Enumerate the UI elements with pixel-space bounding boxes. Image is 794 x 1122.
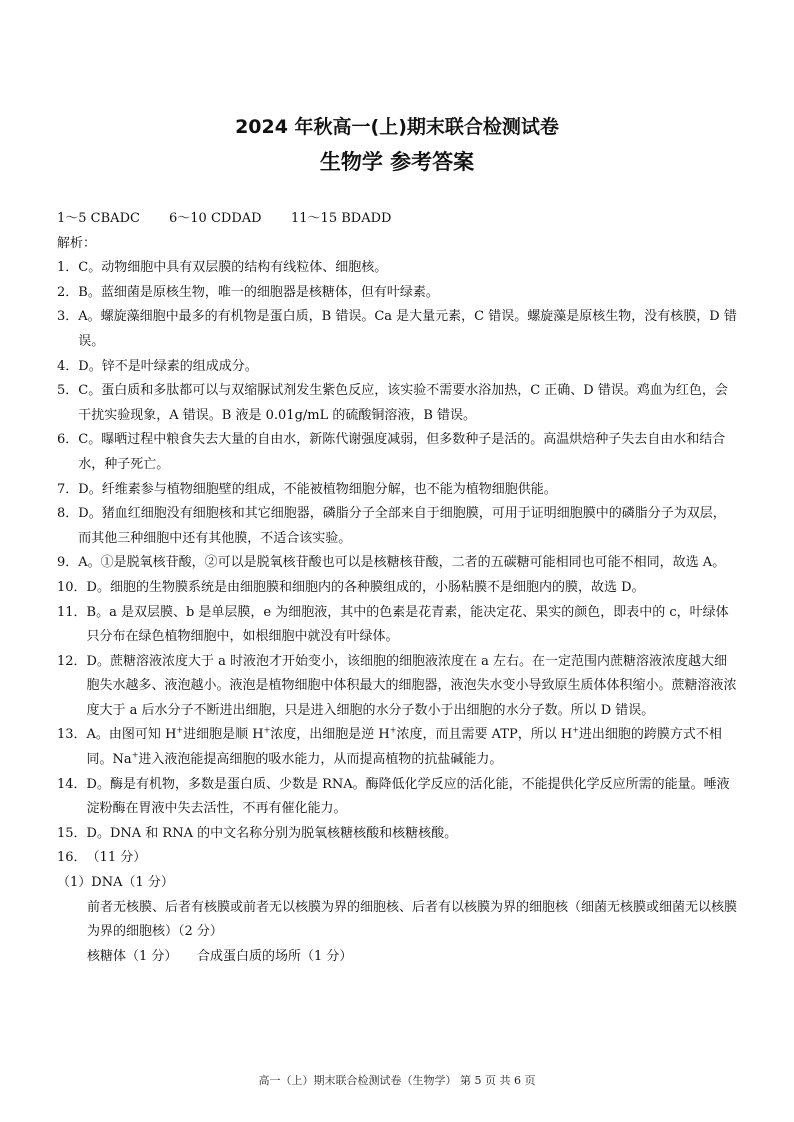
item-number: 10．	[57, 579, 87, 595]
item-number: 9．	[57, 555, 79, 571]
item-number: 11．	[57, 604, 87, 620]
superscript: +	[131, 750, 139, 760]
analysis-label: 解析：	[57, 235, 97, 251]
item-number: 12．	[57, 653, 87, 669]
superscript: +	[176, 726, 184, 736]
item-text: C。动物细胞中具有双层膜的结构有线粒体、细胞核。	[78, 260, 388, 276]
item-text: D。细胞的生物膜系统是由细胞膜和细胞内的各种膜组成的，小肠粘膜不是细胞内的膜，故选 D。	[86, 579, 645, 595]
list-item	[57, 478, 737, 503]
item-text: D。DNA 和 RNA 的中文名称分别为脱氧核糖核酸和核糖核酸。	[86, 825, 458, 841]
list-item	[57, 773, 737, 822]
item-number: 3．	[57, 309, 79, 325]
q16-sub1-label: （1）DNA（1 分）	[57, 875, 174, 891]
item-number: 4．	[57, 358, 79, 374]
item-number: 14．	[57, 776, 87, 792]
list-item	[57, 601, 737, 650]
item-number: 5．	[57, 383, 79, 399]
item-text: B。a 是双层膜、b 是单层膜，e 为细胞液，其中的色素是花青素，能决定花、果实的颜色，即表中的 c，叶绿体只分布在绿色植物细胞中，如根细胞中就没有叶绿体。	[86, 604, 729, 645]
item-text: A。螺旋藻细胞中最多的有机物是蛋白质，B 错误。Ca 是大量元素，C 错误。螺旋藻是原核生物，没有核膜，D 错误。	[78, 309, 737, 349]
item-text: （11 分）	[86, 850, 147, 866]
q16-answer-function: 合成蛋白质的场所（1 分）	[197, 948, 353, 964]
list-item	[57, 428, 737, 477]
item-number: 1．	[57, 260, 79, 276]
list-item	[57, 723, 737, 772]
text-run: 浓度，出细胞是逆 H	[270, 727, 390, 743]
list-item	[57, 305, 737, 354]
answer-key-group-2: 6～10 CDDAD	[169, 211, 262, 226]
item-number: 8．	[57, 506, 79, 522]
superscript: +	[263, 726, 271, 736]
item-text	[87, 723, 737, 772]
item-text: C。曝晒过程中粮食失去大量的自由水，新陈代谢强度减弱，但多数种子是活的。高温烘焙种子失去自由水和结合水，种子死亡。	[78, 432, 726, 472]
text-run: 进入液泡能提高细胞的吸水能力，从而提高植物的抗盐碱能力。	[138, 752, 503, 768]
item-text: B。蓝细菌是原核生物，唯一的细胞器是核糖体，但有叶绿素。	[78, 284, 439, 300]
list-item	[57, 650, 737, 724]
text-run: A。由图可知 H	[86, 727, 177, 743]
list-item	[57, 846, 737, 871]
list-item	[57, 502, 737, 551]
item-text: D。蔗糖溶液浓度大于 a 时液泡才开始变小，该细胞的细胞液浓度在 a 左右。在一定范围内蔗糖溶液浓度越大细胞失水越多、液泡越小。液泡是植物细胞中体积最大的细胞器，液泡失水变小导致原生质体体积缩小。蔗糖溶液浓度大于 a 后水分子不断进出细胞，只是进入细胞的水分子数小于出细胞的水分子数。所以 D 错误。	[86, 653, 737, 718]
item-text: D。锌不是叶绿素的组成成分。	[78, 358, 258, 374]
page-subtitle: 生物学 参考答案	[319, 150, 475, 174]
page-footer: 高一（上）期末联合检测试卷（生物学） 第 5 页 共 6 页	[258, 1074, 536, 1087]
item-number: 6．	[57, 432, 79, 448]
list-item	[57, 281, 737, 306]
superscript: +	[389, 726, 397, 736]
answer-key-line	[57, 207, 737, 232]
item-number: 15．	[57, 825, 87, 841]
item-text: C。蛋白质和多肽都可以与双缩脲试剂发生紫色反应，该实验不需要水浴加热，C 正确、D 错误。鸡血为红色，会干扰实验现象，A 错误。B 液是 0.01g/mL 的硫酸铜溶液，B 错误。	[78, 383, 728, 423]
item-text: D。纤维素参与植物细胞壁的组成，不能被植物细胞分解，也不能为植物细胞供能。	[78, 481, 557, 497]
item-number: 16．	[57, 850, 87, 866]
list-item	[57, 379, 737, 428]
item-number: 7．	[57, 481, 79, 497]
item-text: A。①是脱氧核苷酸，②可以是脱氧核苷酸也可以是核糖核苷酸，二者的五碳糖可能相同也可能不相同，故选 A。	[78, 555, 726, 571]
answer-content	[57, 207, 737, 969]
text-run: 浓度，而且需要 ATP，所以 H	[396, 727, 573, 743]
q16-answer-ribosome: 核糖体（1 分）	[87, 948, 178, 964]
list-item	[57, 551, 737, 576]
text-run: 进细胞是顺 H	[183, 727, 264, 743]
item-number: 13．	[57, 727, 87, 743]
list-item	[57, 355, 737, 380]
page-title: 2024 年秋高一(上)期末联合检测试卷	[235, 116, 559, 138]
q16-sub1-answer: 前者无核膜、后者有核膜或前者无以核膜为界的细胞核、后者有以核膜为界的细胞核（细菌无核膜或细菌无以核膜为界的细胞核）（2 分）	[87, 899, 738, 940]
list-item	[57, 822, 737, 847]
superscript: +	[572, 726, 579, 736]
item-number: 2．	[57, 284, 79, 300]
q16-sub1-answer-2	[57, 945, 737, 970]
answer-key-group-3: 11～15 BDADD	[291, 211, 392, 226]
list-item	[57, 256, 737, 281]
list-item	[57, 576, 737, 601]
answer-key-group-1: 1～5 CBADC	[57, 211, 140, 226]
text-run: 进出细胞的跨膜方式不相同。Na	[86, 727, 722, 768]
item-text: D。酶是有机物，多数是蛋白质、少数是 RNA。酶降低化学反应的活化能，不能提供化学反应所需的能量。唾液淀粉酶在胃液中失去活性，不再有催化能力。	[86, 776, 730, 817]
item-text: D。猪血红细胞没有细胞核和其它细胞器，磷脂分子全部来自于细胞膜，可用于证明细胞膜中的磷脂分子为双层，而其他三种细胞中还有其他膜，不适合该实验。	[78, 506, 726, 546]
